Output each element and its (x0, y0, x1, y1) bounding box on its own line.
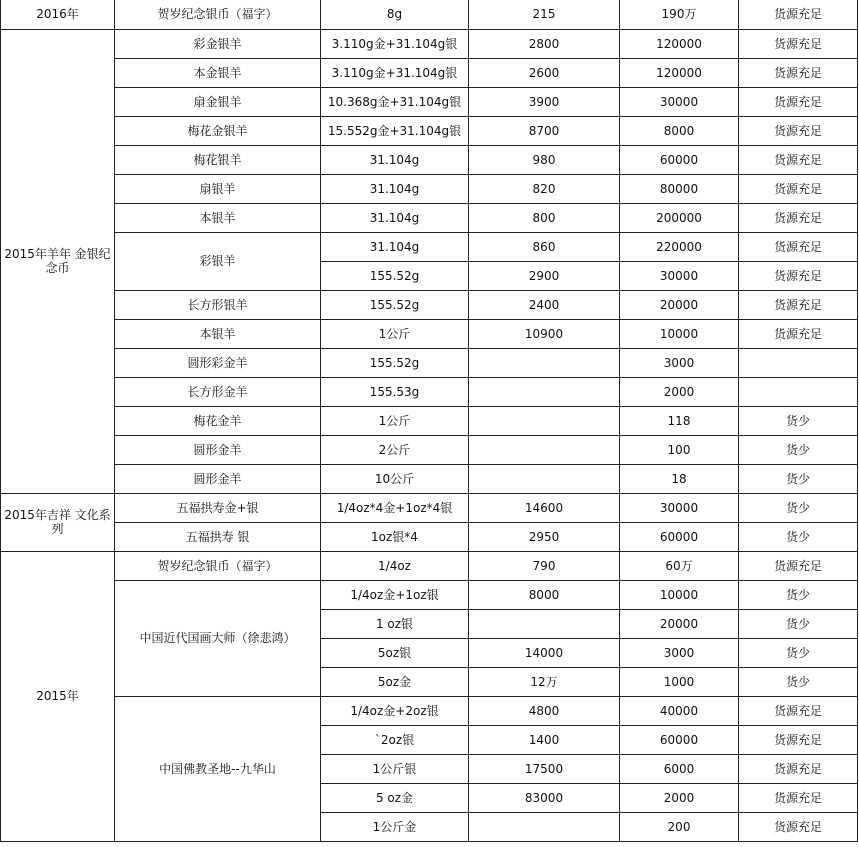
product-name-cell: 长方形银羊 (115, 290, 321, 319)
stock-status-cell: 货源充足 (739, 725, 858, 754)
table-row (1, 319, 858, 348)
price-cell: 790 (469, 551, 620, 580)
product-name-cell: 贺岁纪念银币（福字） (115, 551, 321, 580)
table-row (1, 0, 858, 29)
product-name-cell: 彩金银羊 (115, 29, 321, 58)
year-group-cell: 2015年 (1, 551, 115, 841)
spec-cell: 155.52g (321, 261, 469, 290)
spec-cell: 8g (321, 0, 469, 29)
product-name-cell: 圆形金羊 (115, 435, 321, 464)
product-name-cell: 贺岁纪念银币（福字） (115, 0, 321, 29)
mintage-cell: 190万 (620, 0, 739, 29)
stock-status-cell: 货少 (739, 406, 858, 435)
price-cell: 2600 (469, 58, 620, 87)
mintage-cell: 2000 (620, 783, 739, 812)
mintage-cell: 30000 (620, 261, 739, 290)
mintage-cell: 3000 (620, 348, 739, 377)
mintage-cell: 60000 (620, 522, 739, 551)
mintage-cell: 60万 (620, 551, 739, 580)
mintage-cell: 120000 (620, 29, 739, 58)
price-cell (469, 435, 620, 464)
price-cell: 4800 (469, 696, 620, 725)
mintage-cell: 118 (620, 406, 739, 435)
product-name-cell: 中国佛教圣地--九华山 (115, 696, 321, 841)
table-body (1, 0, 858, 841)
mintage-cell: 30000 (620, 493, 739, 522)
product-name-cell: 本金银羊 (115, 58, 321, 87)
price-cell: 14000 (469, 638, 620, 667)
stock-status-cell: 货源充足 (739, 754, 858, 783)
price-cell: 800 (469, 203, 620, 232)
product-name-cell: 彩银羊 (115, 232, 321, 290)
spec-cell: 10公斤 (321, 464, 469, 493)
table-row (1, 29, 858, 58)
price-cell: 14600 (469, 493, 620, 522)
spec-cell: 1公斤 (321, 319, 469, 348)
product-name-cell: 圆形彩金羊 (115, 348, 321, 377)
stock-status-cell: 货少 (739, 580, 858, 609)
product-name-cell: 梅花金羊 (115, 406, 321, 435)
mintage-cell: 120000 (620, 58, 739, 87)
spec-cell: 1公斤金 (321, 812, 469, 841)
stock-status-cell: 货少 (739, 493, 858, 522)
spec-cell: `2oz银 (321, 725, 469, 754)
price-cell (469, 406, 620, 435)
mintage-cell: 6000 (620, 754, 739, 783)
stock-status-cell: 货少 (739, 609, 858, 638)
spec-cell: 1oz银*4 (321, 522, 469, 551)
mintage-cell: 30000 (620, 87, 739, 116)
mintage-cell: 18 (620, 464, 739, 493)
table-row (1, 696, 858, 725)
table-row (1, 522, 858, 551)
mintage-cell: 8000 (620, 116, 739, 145)
price-cell: 2800 (469, 29, 620, 58)
mintage-cell: 1000 (620, 667, 739, 696)
spec-cell: 2公斤 (321, 435, 469, 464)
stock-status-cell: 货少 (739, 435, 858, 464)
product-name-cell: 扇银羊 (115, 174, 321, 203)
product-name-cell: 圆形金羊 (115, 464, 321, 493)
spec-cell: 5oz银 (321, 638, 469, 667)
mintage-cell: 80000 (620, 174, 739, 203)
table-row (1, 290, 858, 319)
spec-cell: 1公斤 (321, 406, 469, 435)
mintage-cell: 60000 (620, 145, 739, 174)
stock-status-cell: 货少 (739, 522, 858, 551)
spec-cell: 10.368g金+31.104g银 (321, 87, 469, 116)
price-cell (469, 348, 620, 377)
product-name-cell: 梅花金银羊 (115, 116, 321, 145)
price-cell: 2950 (469, 522, 620, 551)
spec-cell: 5 oz金 (321, 783, 469, 812)
table-row (1, 464, 858, 493)
stock-status-cell: 货少 (739, 667, 858, 696)
price-cell: 860 (469, 232, 620, 261)
spec-cell: 15.552g金+31.104g银 (321, 116, 469, 145)
stock-status-cell (739, 348, 858, 377)
stock-status-cell: 货源充足 (739, 290, 858, 319)
price-cell: 12万 (469, 667, 620, 696)
spec-cell: 31.104g (321, 145, 469, 174)
price-cell: 10900 (469, 319, 620, 348)
spec-cell: 31.104g (321, 203, 469, 232)
price-cell: 980 (469, 145, 620, 174)
year-group-cell: 2015年羊年 金银纪念币 (1, 29, 115, 493)
product-name-cell: 本银羊 (115, 319, 321, 348)
mintage-cell: 10000 (620, 319, 739, 348)
price-cell (469, 812, 620, 841)
spec-cell: 155.52g (321, 290, 469, 319)
spec-cell: 1/4oz (321, 551, 469, 580)
spec-cell: 31.104g (321, 232, 469, 261)
price-cell (469, 609, 620, 638)
mintage-cell: 10000 (620, 580, 739, 609)
table-row (1, 348, 858, 377)
stock-status-cell: 货源充足 (739, 261, 858, 290)
stock-status-cell: 货源充足 (739, 696, 858, 725)
table-row (1, 435, 858, 464)
stock-status-cell: 货源充足 (739, 87, 858, 116)
price-cell: 2400 (469, 290, 620, 319)
table-row (1, 493, 858, 522)
price-cell: 8700 (469, 116, 620, 145)
table-row (1, 551, 858, 580)
table-row (1, 406, 858, 435)
table-row (1, 145, 858, 174)
table-row (1, 377, 858, 406)
stock-status-cell: 货源充足 (739, 0, 858, 29)
product-name-cell: 五福拱寿 银 (115, 522, 321, 551)
year-group-cell: 2016年 (1, 0, 115, 29)
mintage-cell: 20000 (620, 609, 739, 638)
year-group-cell: 2015年吉祥 文化系列 (1, 493, 115, 551)
stock-status-cell: 货源充足 (739, 145, 858, 174)
stock-status-cell: 货源充足 (739, 58, 858, 87)
product-name-cell: 梅花银羊 (115, 145, 321, 174)
stock-status-cell: 货源充足 (739, 174, 858, 203)
price-cell: 3900 (469, 87, 620, 116)
product-name-cell: 扇金银羊 (115, 87, 321, 116)
price-cell: 215 (469, 0, 620, 29)
mintage-cell: 3000 (620, 638, 739, 667)
stock-status-cell: 货源充足 (739, 319, 858, 348)
table-row (1, 87, 858, 116)
table-row (1, 116, 858, 145)
stock-status-cell: 货源充足 (739, 29, 858, 58)
mintage-cell: 200000 (620, 203, 739, 232)
spec-cell: 5oz金 (321, 667, 469, 696)
product-name-cell: 长方形金羊 (115, 377, 321, 406)
price-cell: 8000 (469, 580, 620, 609)
stock-status-cell: 货源充足 (739, 551, 858, 580)
price-cell: 17500 (469, 754, 620, 783)
table-row (1, 174, 858, 203)
mintage-cell: 220000 (620, 232, 739, 261)
product-name-cell: 五福拱寿金+银 (115, 493, 321, 522)
table-row (1, 580, 858, 609)
price-cell: 83000 (469, 783, 620, 812)
price-cell: 1400 (469, 725, 620, 754)
stock-status-cell: 货少 (739, 638, 858, 667)
price-cell: 2900 (469, 261, 620, 290)
spec-cell: 31.104g (321, 174, 469, 203)
mintage-cell: 60000 (620, 725, 739, 754)
spec-cell: 3.110g金+31.104g银 (321, 58, 469, 87)
stock-status-cell (739, 377, 858, 406)
mintage-cell: 200 (620, 812, 739, 841)
price-cell (469, 464, 620, 493)
table-row (1, 58, 858, 87)
stock-status-cell: 货源充足 (739, 783, 858, 812)
stock-status-cell: 货源充足 (739, 812, 858, 841)
price-cell (469, 377, 620, 406)
table-row (1, 232, 858, 261)
spec-cell: 155.53g (321, 377, 469, 406)
mintage-cell: 40000 (620, 696, 739, 725)
product-name-cell: 中国近代国画大师（徐悲鸿） (115, 580, 321, 696)
spec-cell: 1/4oz金+2oz银 (321, 696, 469, 725)
mintage-cell: 20000 (620, 290, 739, 319)
spec-cell: 1/4oz*4金+1oz*4银 (321, 493, 469, 522)
product-name-cell: 本银羊 (115, 203, 321, 232)
stock-status-cell: 货源充足 (739, 116, 858, 145)
price-cell: 820 (469, 174, 620, 203)
stock-status-cell: 货源充足 (739, 232, 858, 261)
spec-cell: 1 oz银 (321, 609, 469, 638)
stock-status-cell: 货少 (739, 464, 858, 493)
mintage-cell: 100 (620, 435, 739, 464)
table-row (1, 203, 858, 232)
spec-cell: 3.110g金+31.104g银 (321, 29, 469, 58)
spec-cell: 155.52g (321, 348, 469, 377)
mintage-cell: 2000 (620, 377, 739, 406)
spec-cell: 1/4oz金+1oz银 (321, 580, 469, 609)
spec-cell: 1公斤银 (321, 754, 469, 783)
stock-status-cell: 货源充足 (739, 203, 858, 232)
